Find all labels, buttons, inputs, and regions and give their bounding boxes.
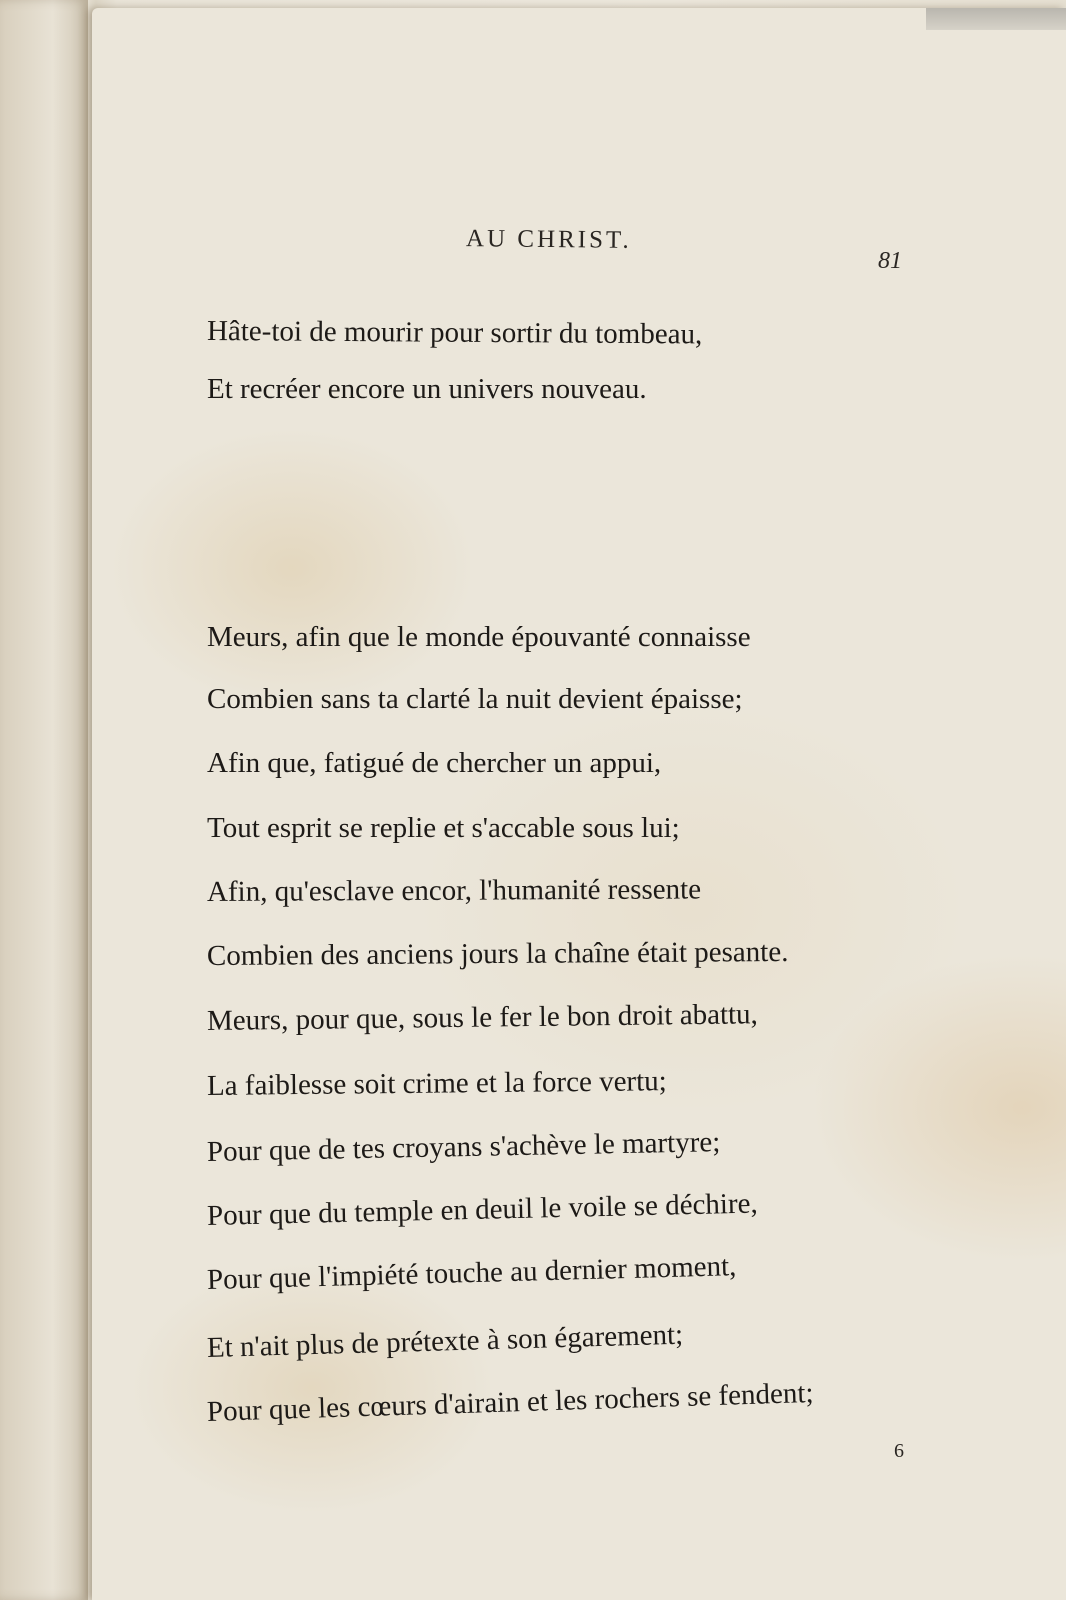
verse-line: Combien sans ta clarté la nuit devient épaisse; [207, 683, 743, 715]
verse-line: Hâte-toi de mourir pour sortir du tombeau, [206, 315, 703, 351]
verse-line: Et n'ait plus de prétexte à son égarement; [206, 1318, 684, 1364]
verse-line: Et recréer encore un univers nouveau. [207, 373, 647, 405]
page-corner [926, 8, 1066, 30]
verse-line: Pour que du temple en deuil le voile se déchire, [206, 1187, 759, 1232]
verse-line: Pour que de tes croyans s'achève le martyre; [206, 1126, 721, 1168]
page-number: 81 [878, 248, 902, 274]
verse-line: Afin que, fatigué de chercher un appui, [207, 747, 662, 779]
verse-line: La faiblesse soit crime et la force vertu; [206, 1065, 667, 1102]
verse-line: Meurs, pour que, sous le fer le bon droit abattu, [206, 998, 759, 1037]
verse-line: Meurs, afin que le monde épouvanté connaisse [207, 621, 751, 653]
running-head: AU CHRIST. [465, 225, 632, 254]
signature-mark: 6 [894, 1440, 904, 1462]
verse-line: Tout esprit se replie et s'accable sous lui; [207, 812, 680, 844]
verse-line: Pour que l'impiété touche au dernier moment, [206, 1250, 737, 1296]
facing-page-edge [0, 0, 88, 1600]
verse-line: Afin, qu'esclave encor, l'humanité ressente [206, 873, 702, 908]
verse-line: Pour que les cœurs d'airain et les rochers se fendent; [206, 1376, 814, 1428]
verse-line: Combien des anciens jours la chaîne était pesante. [206, 935, 789, 972]
